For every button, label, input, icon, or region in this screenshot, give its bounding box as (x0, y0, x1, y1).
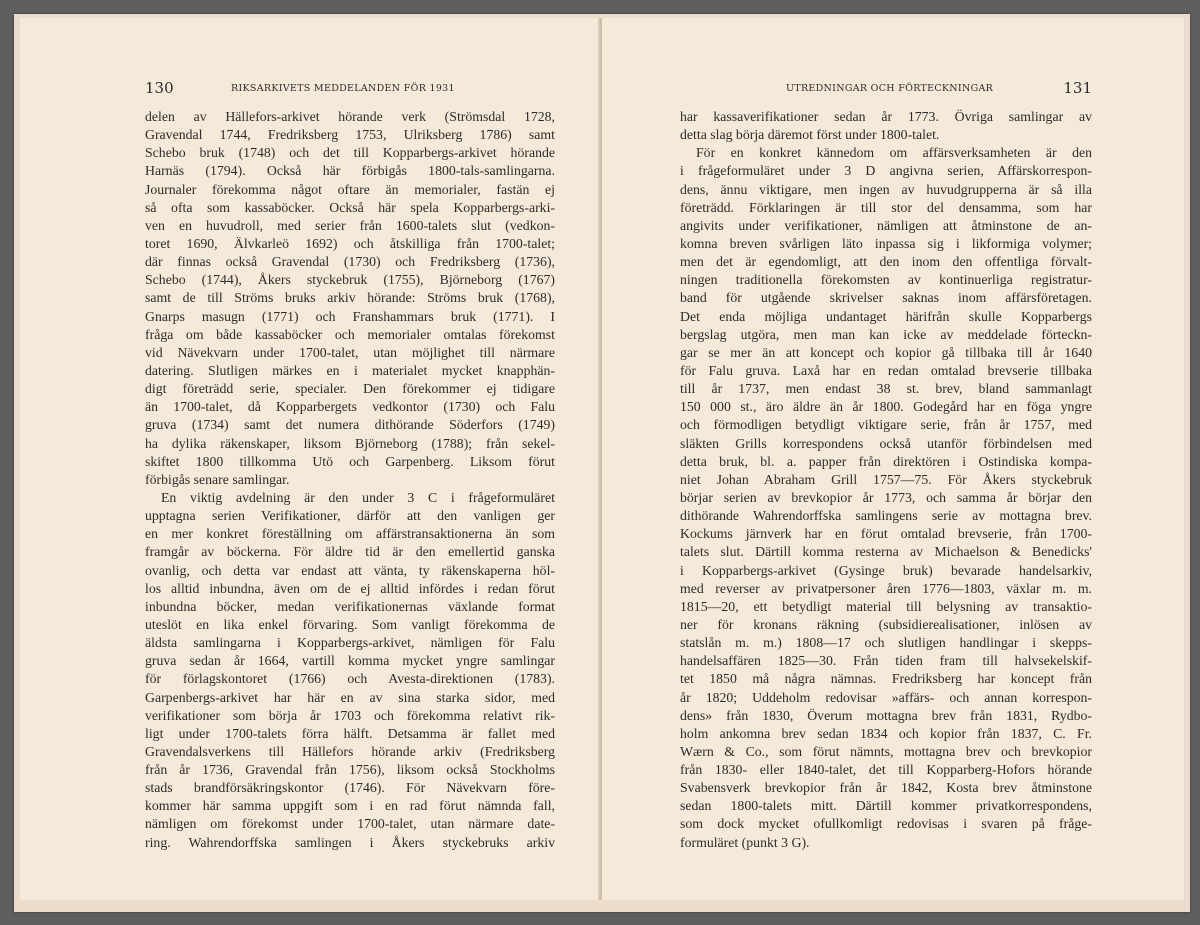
text-line: dens, ännu viktigare, men ingen av huvudgrupperna är så illa (680, 181, 1092, 197)
text-line: i Kopparbergs-arkivet (Gysinge bruk) bevarade handelsarkiv, (680, 562, 1092, 578)
text-line: formuläret (punkt 3 G). (680, 834, 810, 850)
text-line: Svabensverk brevkopior från år 1842, Kosta brev åtminstone (680, 780, 1092, 796)
text-line: För en konkret kännedom om affärsverksamheten är den (696, 145, 1092, 161)
right-header (680, 79, 1092, 97)
right-page-text (680, 108, 1092, 852)
text-line: dithörande Wahrendorffska samlingens serie av mottagna brev. (680, 508, 1092, 524)
text-line: Det enda möjliga undantaget härifrån skulle Kopparbergs (680, 308, 1092, 324)
text-line: upptagna serien Verifikationer, därför att den vanligen ger (145, 508, 555, 524)
text-line: ligt under 1700-talets förra hälft. Detsamma är fallet med (145, 725, 555, 741)
text-line: Harnäs (1794). Också här förbigås 1800-tals-samlingarna. (145, 163, 555, 179)
text-line: verifikationer som börja år 1703 och förekomma relativt rik- (145, 707, 555, 723)
text-line: och förmodligen betydligt viktigare serie, från år 1757, med (680, 417, 1092, 433)
left-page-text (145, 108, 555, 852)
text-line: niet Johan Abraham Grill 1757—75. För Åkers styckebruk (680, 471, 1092, 487)
text-line: holm ankomna brev sedan 1834 och kopior från 1837, C. Fr. (680, 725, 1092, 741)
text-line: En viktig avdelning är den under 3 C i frågeformuläret (161, 489, 555, 505)
text-line: samt de till Ströms bruks arkiv hörande: Ströms bruk (1768), (145, 290, 555, 306)
text-line: dens» från 1830, Överum mottagna brev från 1831, Rydbo- (680, 707, 1092, 723)
text-line: i frågeformuläret under 3 D angivna serien, Affärskorrespon- (680, 163, 1092, 179)
text-line: vid Nävekvarn under 1700-talet, utan möjlighet till närmare (145, 344, 555, 360)
text-line: komna breven svårligen läto inpassa sig i likformiga volymer; (680, 235, 1092, 251)
text-line: förbigås senare samlingar. (145, 471, 290, 487)
text-line: skiftet 1800 tillkomma Utö och Garpenberg. Liksom förut (145, 453, 555, 469)
text-line: ring. Wahrendorffska samlingen i Åkers styckebruks arkiv (145, 834, 555, 850)
text-line: företrädd. Förklaringen är till stor del densamma, som har (680, 199, 1092, 215)
text-line: sedan 1800-talets mitt. Därtill kommer privatkorrespondens, (680, 798, 1092, 814)
text-line: gruva sedan år 1664, vartill komma mycket yngre samlingar (145, 653, 555, 669)
book-spread (20, 18, 1184, 900)
text-line: angivits under verifikationer, nämligen att åtminstone de an- (680, 217, 1092, 233)
text-line: än 1700-talet, då Kopparbergets vedkontor (1730) och Falu (145, 399, 555, 415)
text-line: nämligen om förekomst under 1700-talet, utan närmare date- (145, 816, 555, 832)
text-line: fråga om både kassaböcker och memorialer omtalas förekomst (145, 326, 555, 342)
text-line: stads brandförsäkringskontor (1746). För Nävekvarn före- (145, 780, 555, 796)
page-number: 131 (1063, 79, 1092, 97)
text-line: Kockums järnverk har en förut omtalad brevserie, från 1700- (680, 526, 1092, 542)
text-line: för förlagskontoret (1766) och Avesta-direktionen (1783). (145, 671, 555, 687)
text-line: släkten Grills korrespondens också utanför förbindelsen med (680, 435, 1092, 451)
text-line: Wærn & Co., som förut nämnts, mottagna brev och brevkopior (680, 743, 1092, 759)
text-line: ningen traditionella förekomsten av kontinuerliga registratur- (680, 272, 1092, 288)
page-number: 130 (145, 79, 174, 97)
text-line: uteslöt en lika enkel förvaring. Som vanligt förekomma de (145, 616, 555, 632)
text-line: men det är egendomligt, att den inom den offentliga förvalt- (680, 254, 1092, 270)
text-line: så ofta som kassaböcker. Också här spela Kopparbergs-arki- (145, 199, 555, 215)
text-line: från år 1736, Gravendal från 1756), liksom också Stockholms (145, 762, 555, 778)
text-line: datering. Slutligen märkes en i materialet mycket knapphän- (145, 362, 555, 378)
text-line: talets slut. Därtill komma resterna av Michaelson & Benedicks' (680, 544, 1092, 560)
text-line: Gravendal 1744, Fredriksberg 1753, Ulriksberg 1786) samt (145, 127, 555, 143)
text-line: äldsta samlingarna i Kopparbergs-arkivet, nämligen för Falu (145, 635, 555, 651)
text-line: gar se mer än att koncept och kopior gå tillbaka till år 1640 (680, 344, 1092, 360)
text-line: framgår av böckerna. För äldre tid är den emellertid ganska (145, 544, 555, 560)
text-line: inbundna böcker, medan verifikationernas växlande format (145, 598, 555, 614)
text-line: tet 1850 må några nämnas. Fredriksberg har koncept från (680, 671, 1092, 687)
text-line: 150 000 st., äro äldre än år 1800. Godegård har en föga yngre (680, 399, 1092, 415)
text-line: delen av Hällefors-arkivet hörande verk (Strömsdal 1728, (145, 109, 555, 124)
text-line: Garpenbergs-arkivet har här en av sina starka sidor, med (145, 689, 555, 705)
text-line: kommer här samma uppgift som i en rad förut nämnda fall, (145, 798, 555, 814)
text-line: år 1820; Uddeholm redovisar »affärs- och annan korrespon- (680, 689, 1092, 705)
text-line: detta bruk, bl. a. papper från direktören i Ostindiska kompa- (680, 453, 1092, 469)
text-line: Gravendalsverkens till Hällefors hörande arkiv (Fredriksberg (145, 743, 555, 759)
text-line: bergslag utgöra, men man kan icke av meddelade förteckn- (680, 326, 1092, 342)
left-header (145, 79, 555, 97)
text-line: ven en huvudroll, med serier från 1600-talets slut (vedkon- (145, 217, 555, 233)
text-line: band för utgående skrivelser saknas inom affärsföretagen. (680, 290, 1092, 306)
text-line: från 1830- eller 1840-talet, det till Kopparberg-Hofors hörande (680, 762, 1092, 778)
text-line: med reverser av privatpersoner åren 1776—1803, växlar m. m. (680, 580, 1092, 596)
text-line: börjar serien av brevkopior år 1773, och samma år börjar den (680, 489, 1092, 505)
text-line: detta slag börja däremot först under 1800-talet. (680, 127, 940, 143)
text-line: statslån m. m.) 1808—17 och slutligen handlingar i skepps- (680, 635, 1092, 651)
text-line: los alltid inbundna, även om de ej alltid infördes i redan förut (145, 580, 555, 596)
text-line: toret 1690, Älvkarleö 1692) och åtskilliga från 1700-talet; (145, 235, 555, 251)
text-line: ner för kronans räkning (subsidierealisationer, inlösen av (680, 616, 1092, 632)
text-line: 1815—20, ett betydligt material till belysning av transaktio- (680, 598, 1092, 614)
text-line: som dock mycket ofullkomligt redovisas i svaren på fråge- (680, 816, 1092, 832)
text-line: för Falu gruva. Laxå har en redan omtalad brevserie tillbaka (680, 362, 1092, 378)
text-line: ha dylika räkenskaper, liksom Björneborg (1788); från sekel- (145, 435, 555, 451)
text-line: handelsaffären 1825—30. Från tiden fram till halvsekelskif- (680, 653, 1092, 669)
right-page (602, 18, 1184, 900)
running-head: UTREDNINGAR OCH FÖRTECKNINGAR (786, 83, 994, 94)
text-line: gruva (1734) samt det numera dithörande Söderfors (1749) (145, 417, 555, 433)
text-line: Journaler förekomma något oftare än memorialer, fastän ej (145, 181, 555, 197)
running-head: RIKSARKIVETS MEDDELANDEN FÖR 1931 (231, 83, 455, 94)
text-line: digt företrädd serie, specialer. Den förekommer ej tidigare (145, 381, 555, 397)
text-line: en mer konkret föreställning om affärstransaktionerna än som (145, 526, 555, 542)
text-line: Gnarps masugn (1771) och Franshammars bruk (1771). I (145, 308, 555, 324)
text-line: ovanlig, och detta var endast att vänta, ty räkenskaperna höl- (145, 562, 555, 578)
text-line: Schebo (1744), Åkers styckebruk (1755), Björneborg (1767) (145, 272, 555, 288)
text-line: har kassaverifikationer sedan år 1773. Övriga samlingar av (680, 109, 1092, 124)
text-line: till år 1737, men endast 38 st. brev, bland sammanlagt (680, 381, 1092, 397)
text-line: Schebo bruk (1748) och det till Kopparbergs-arkivet hörande (145, 145, 555, 161)
left-page (20, 18, 600, 900)
text-line: där finnas också Gravendal (1730) och Fredriksberg (1736), (145, 254, 555, 270)
